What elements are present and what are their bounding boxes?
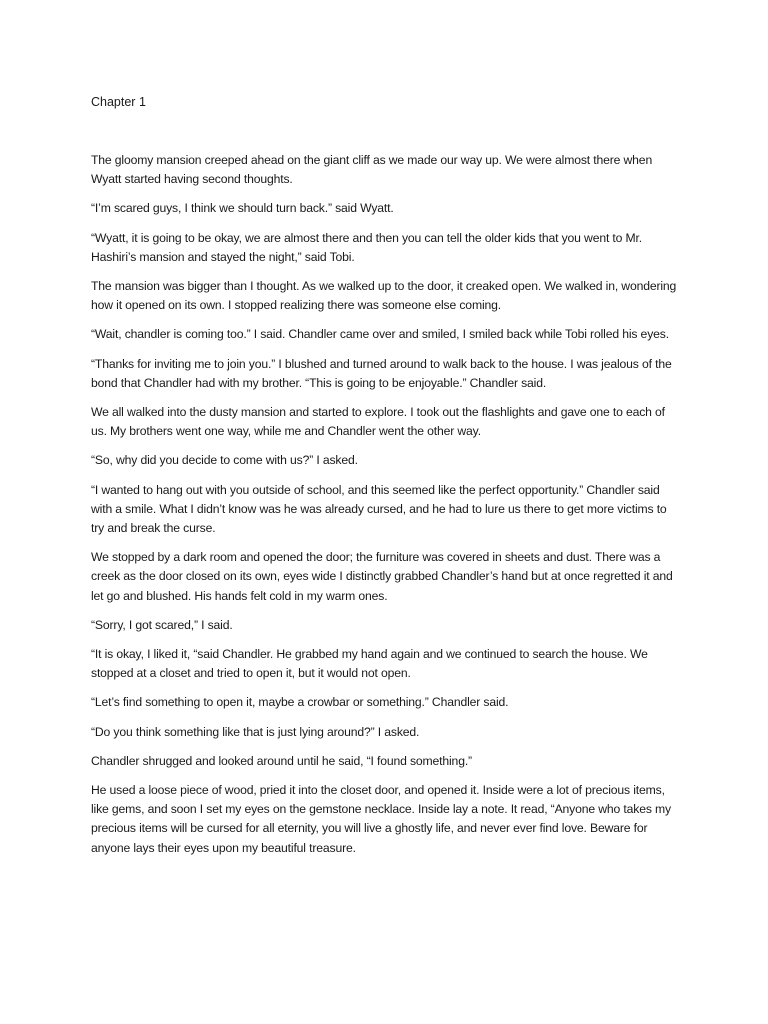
paragraph: The gloomy mansion creeped ahead on the giant cliff as we made our way up. We were almost there when Wyatt started having second thoughts. (91, 153, 653, 187)
paragraph: “Wyatt, it is going to be okay, we are almost there and then you can tell the older kids that you went to Mr. Hashiri’s mansion and stayed the night,” said Tobi. (91, 230, 643, 264)
paragraph: “Sorry, I got scared,” I said. (91, 617, 233, 632)
paragraph: Chandler shrugged and looked around until he said, “I found something.” (91, 753, 472, 768)
paragraph: “So, why did you decide to come with us?” I asked. (91, 453, 358, 468)
chapter-title: Chapter 1 (91, 95, 146, 109)
paragraph: The mansion was bigger than I thought. As we walked up to the door, it creaked open. We walked in, wondering how it opened on its own. I stopped realizing there was someone else coming. (91, 279, 677, 313)
paragraph: “It is okay, I liked it, “said Chandler. He grabbed my hand again and we continued to search the house. We stopped at a closet and tried to open it, but it would not open. (91, 647, 648, 681)
paragraph: “I’m scared guys, I think we should turn back.” said Wyatt. (91, 201, 394, 216)
paragraph: We stopped by a dark room and opened the door; the furniture was covered in sheets and dust. There was a creek as the door closed on its own, eyes wide I distinctly grabbed Chandler’s hand but at once regretted it and let go and blushed. His hands felt cold in my warm ones. (91, 550, 673, 603)
paragraph: “Do you think something like that is just lying around?” I asked. (91, 724, 420, 739)
chapter-body (91, 151, 681, 868)
paragraph: “Let’s find something to open it, maybe a crowbar or something.” Chandler said. (91, 695, 509, 710)
paragraph: We all walked into the dusty mansion and started to explore. I took out the flashlights and gave one to each of us. My brothers went one way, while me and Chandler went the other way. (91, 405, 665, 439)
paragraph: “I wanted to hang out with you outside of school, and this seemed like the perfect opportunity.” Chandler said with a smile. What I didn’t know was he was already cursed, and he had to lure us there to get more victims to try and break the curse. (91, 482, 667, 536)
paragraph: “Thanks for inviting me to join you.” I blushed and turned around to walk back to the house. I was jealous of the bond that Chandler had with my brother. “This is going to be enjoyable.” Chandler said. (91, 356, 672, 390)
paragraph: “Wait, chandler is coming too.” I said. Chandler came over and smiled, I smiled back while Tobi rolled his eyes. (91, 327, 669, 342)
paragraph: He used a loose piece of wood, pried it into the closet door, and opened it. Inside were a lot of precious items, like gems, and soon I set my eyes on the gemstone necklace. Inside lay a note. It read, “Anyone who takes my precious items will be cursed for all eternity, you will live a ghostly life, and never ever find love. Beware for anyone lays their eyes upon my beautiful treasure. (91, 783, 671, 855)
